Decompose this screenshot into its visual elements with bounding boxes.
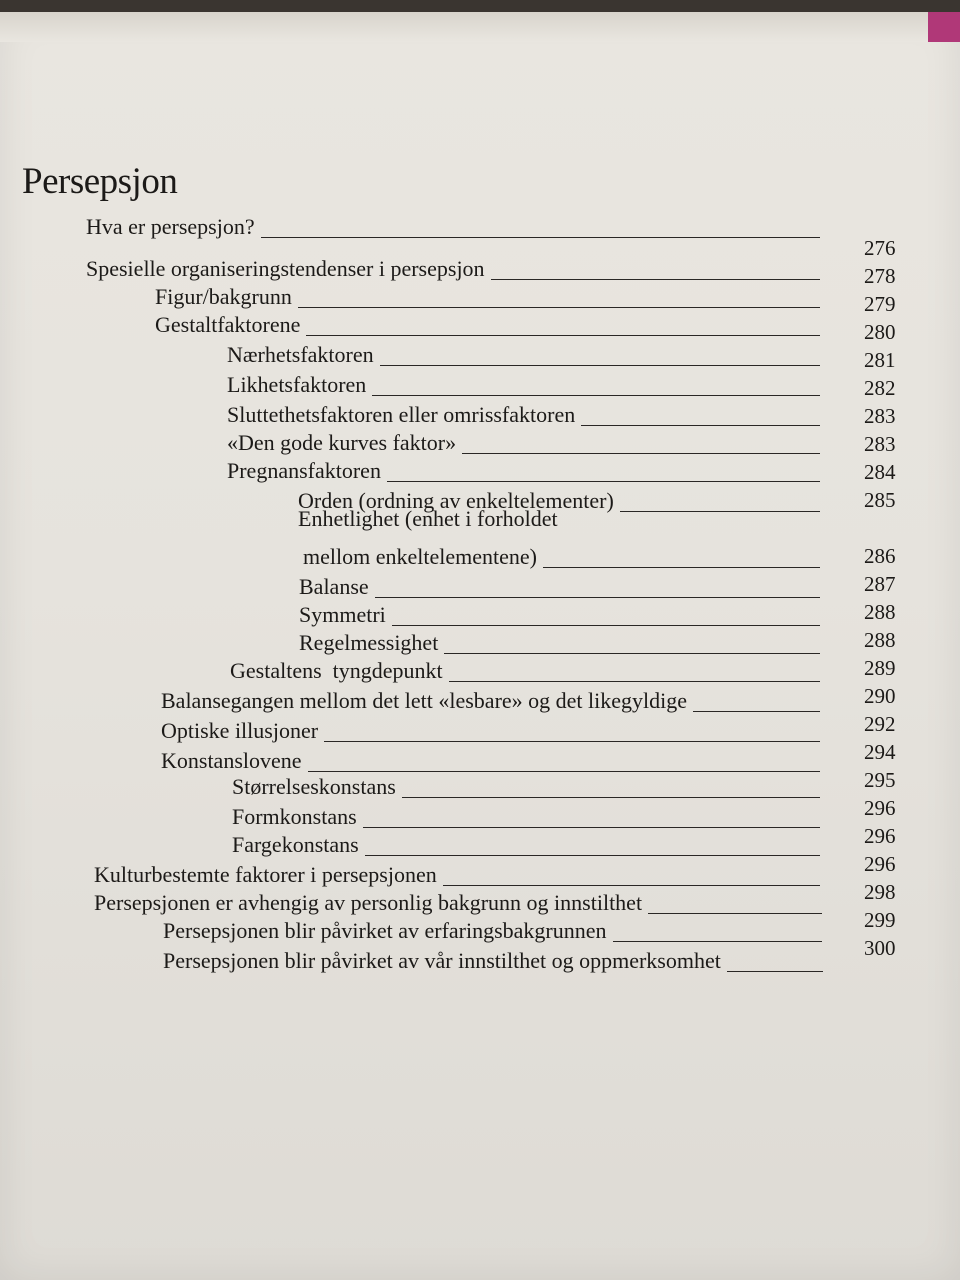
toc-page-number: 299 — [864, 908, 896, 932]
toc-entry — [227, 370, 820, 398]
toc-entry — [161, 746, 820, 774]
toc-entry-text: Kulturbestemte faktorer i persepsjonen — [94, 862, 437, 887]
toc-page-number: 289 — [864, 656, 896, 680]
toc-entry — [299, 572, 820, 600]
toc-page-number: 276 — [864, 236, 896, 260]
toc-page-number: 278 — [864, 264, 896, 288]
toc-entry-text: Gestaltfaktorene — [155, 312, 301, 337]
toc-entry — [299, 600, 820, 628]
dot-leader — [648, 913, 822, 914]
toc-entry-text: Nærhetsfaktoren — [227, 342, 374, 367]
toc-entry-text: Balansegangen mellom det lett «lesbare» og det likegyldige — [161, 688, 688, 713]
dot-leader — [581, 425, 820, 426]
dot-leader — [261, 237, 820, 238]
toc-page-number: 283 — [864, 432, 896, 456]
toc-entry — [161, 686, 820, 714]
dot-leader — [491, 279, 820, 280]
chapter-title: Persepsjon — [22, 161, 178, 202]
toc-entry — [227, 428, 820, 456]
dot-leader — [298, 307, 820, 308]
dot-leader — [380, 365, 820, 366]
dot-leader — [613, 941, 822, 942]
toc-page-number: 280 — [864, 320, 896, 344]
toc-entry — [94, 888, 822, 916]
toc-entry-text: Konstanslovene — [161, 748, 302, 773]
dot-leader — [387, 481, 820, 482]
toc-page-number: 286 — [864, 544, 896, 568]
toc-entry-text: Likhetsfaktoren — [227, 372, 367, 397]
book-page — [0, 12, 960, 1280]
toc-entry-text: Størrelseskonstans — [232, 774, 396, 799]
toc-page-number: 282 — [864, 376, 896, 400]
toc-entry-text: Hva er persepsjon? — [86, 214, 255, 239]
dot-leader — [444, 653, 820, 654]
toc-entry — [227, 340, 820, 368]
toc-page-number: 292 — [864, 712, 896, 736]
toc-page-number: 290 — [864, 684, 896, 708]
toc-entry — [163, 916, 822, 944]
toc-page-number: 284 — [864, 460, 896, 484]
toc-page-number: 288 — [864, 600, 896, 624]
dot-leader — [375, 597, 820, 598]
toc-entry-text: Formkonstans — [232, 804, 357, 829]
toc-entry-text: Persepsjonen blir påvirket av vår innstilthet og oppmerksomhet — [163, 948, 721, 973]
toc-entry-text: Optiske illusjoner — [161, 718, 319, 743]
toc-entry-text: Fargekonstans — [232, 832, 359, 857]
toc-page-number: 296 — [864, 824, 896, 848]
dot-leader — [392, 625, 820, 626]
toc-entry-text: Symmetri — [299, 602, 386, 627]
toc-entry — [232, 802, 820, 830]
toc-page-number: 300 — [864, 936, 896, 960]
toc-page-number: 288 — [864, 628, 896, 652]
toc-entry-text: Balanse — [299, 574, 369, 599]
toc-entry — [232, 772, 820, 800]
toc-entry-text: Gestaltens tyngdepunkt — [230, 658, 443, 683]
toc-page-number: 296 — [864, 796, 896, 820]
toc-entry-text: Enhetlighet (enhet i forholdet — [298, 506, 558, 531]
page-top-edge — [0, 12, 960, 42]
toc-entry-text: Persepsjonen er avhengig av personlig bakgrunn og innstilthet — [94, 890, 643, 915]
toc-page-number: 295 — [864, 768, 896, 792]
toc-entry-text: Sluttethetsfaktoren eller omrissfaktoren — [227, 402, 576, 427]
toc-entry-text: Orden (ordning av enkeltelementer) — [298, 488, 614, 513]
toc-entry — [161, 716, 820, 744]
toc-entry — [227, 400, 820, 428]
toc-page-number: 281 — [864, 348, 896, 372]
dot-leader — [620, 511, 820, 512]
pink-cover-corner — [928, 12, 960, 42]
toc-page-number: 298 — [864, 880, 896, 904]
toc-page-number: 287 — [864, 572, 896, 596]
toc-entry-text: Pregnansfaktoren — [227, 458, 381, 483]
dot-leader — [306, 335, 820, 336]
dot-leader — [324, 741, 820, 742]
dot-leader — [543, 567, 820, 568]
dot-leader — [372, 395, 820, 396]
toc-entry — [227, 456, 820, 484]
dot-leader — [443, 885, 820, 886]
toc-page-number: 283 — [864, 404, 896, 428]
toc-entry — [303, 542, 820, 570]
dot-leader — [363, 827, 820, 828]
toc-entry-text: Persepsjonen blir påvirket av erfaringsbakgrunnen — [163, 918, 607, 943]
toc-entry-text: Regelmessighet — [299, 630, 439, 655]
toc-entry-text-continued: mellom enkeltelementene) — [303, 544, 537, 569]
toc-entry — [94, 860, 820, 888]
toc-page-number: 279 — [864, 292, 896, 316]
dot-leader — [693, 711, 820, 712]
dot-leader — [365, 855, 820, 856]
toc-page-number: 294 — [864, 740, 896, 764]
toc-entry — [163, 946, 823, 974]
toc-page-number: 296 — [864, 852, 896, 876]
dot-leader — [449, 681, 820, 682]
dot-leader — [462, 453, 820, 454]
dot-leader — [727, 971, 823, 972]
toc-entry — [299, 628, 820, 656]
toc-page-number: 285 — [864, 488, 896, 512]
toc-entry-text: Spesielle organiseringstendenser i persepsjon — [86, 256, 485, 281]
toc-entry — [155, 282, 820, 310]
toc-entry — [232, 830, 820, 858]
toc-entry — [86, 254, 820, 282]
toc-entry — [230, 656, 820, 684]
dot-leader — [402, 797, 820, 798]
toc-entry-text: «Den gode kurves faktor» — [227, 430, 457, 455]
toc-entry-text: Figur/bakgrunn — [155, 284, 292, 309]
toc-entry — [155, 310, 820, 338]
toc-entry — [86, 212, 820, 240]
